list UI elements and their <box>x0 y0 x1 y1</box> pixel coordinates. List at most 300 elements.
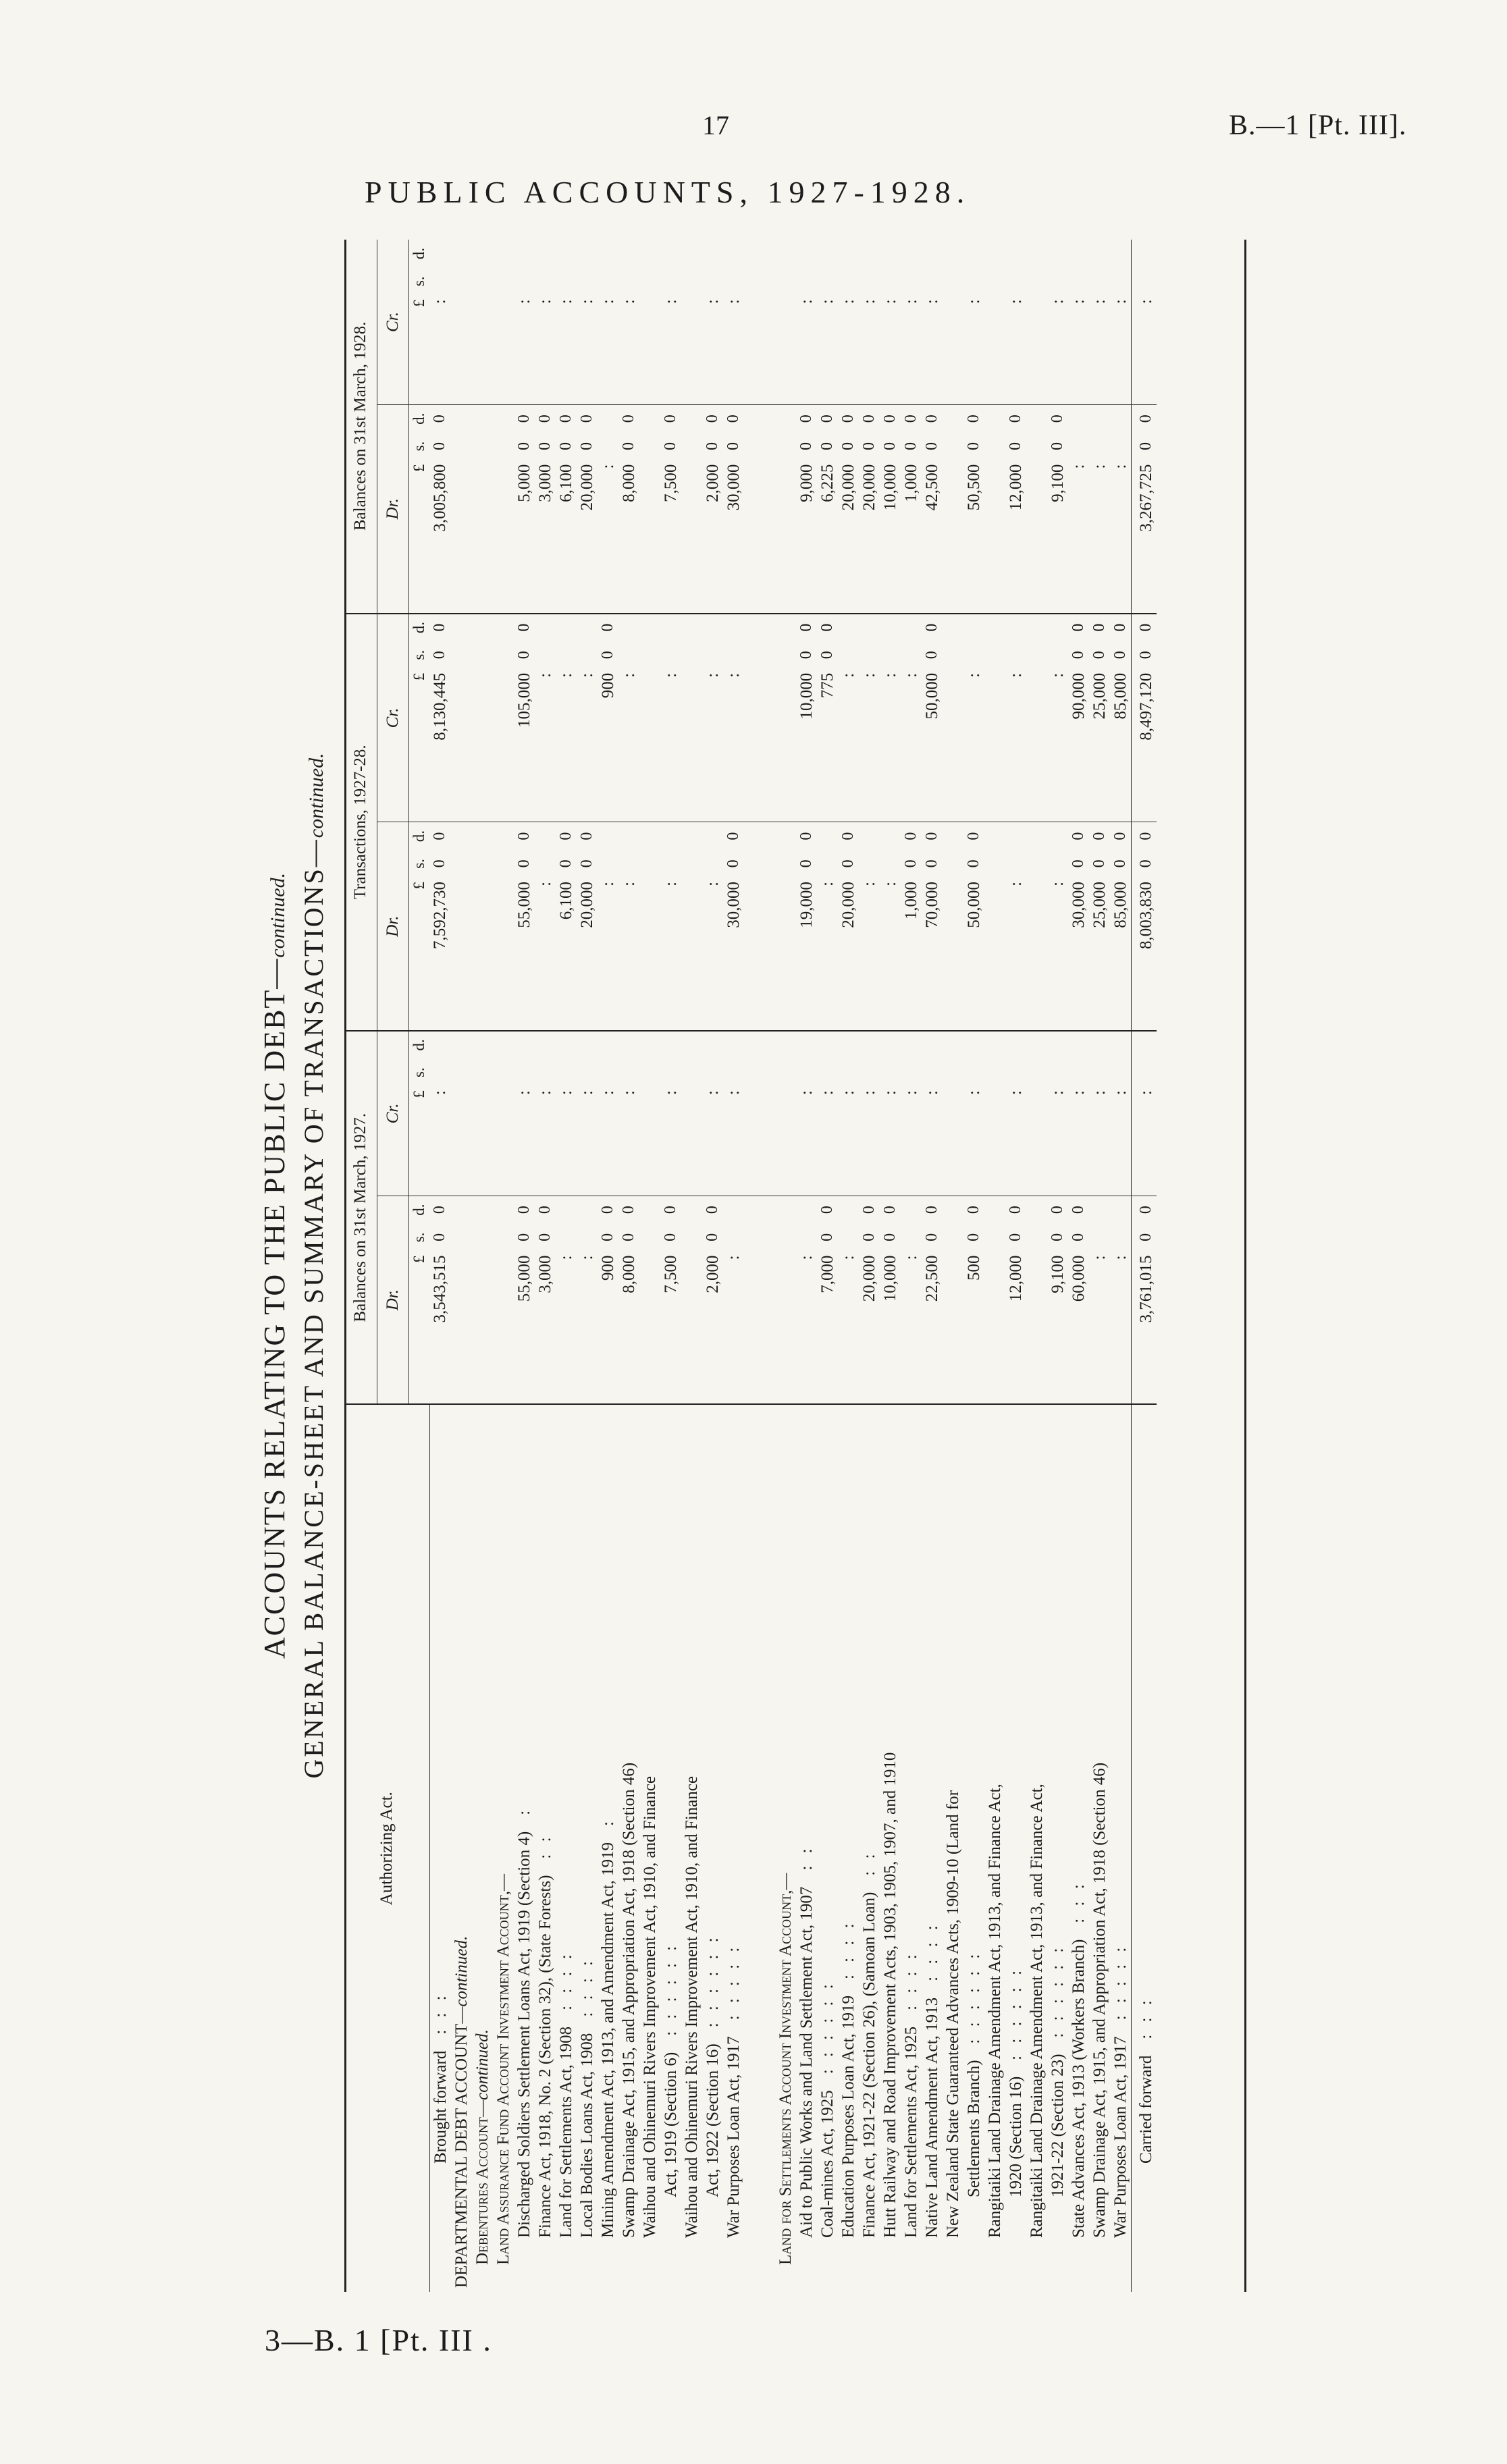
table-row <box>1026 240 1047 2292</box>
table-row <box>984 240 1005 2292</box>
trans-dr: Dr. <box>377 822 409 1031</box>
amount-cell <box>639 850 660 878</box>
amount-cell <box>472 460 493 614</box>
table-row <box>922 240 943 2292</box>
amount-cell <box>493 850 514 878</box>
amount-cell: : <box>1111 1255 1130 1260</box>
dot-leader: : : : : : : <box>964 1950 983 2044</box>
act-text: Hutt Railway and Road Improvement Acts, 1903, 1905, 1907, and 1910 <box>880 1752 899 2238</box>
amount-cell: 0 <box>535 442 554 451</box>
amount-cell: 3,543,515 <box>431 1255 450 1323</box>
amount-cell <box>1005 1031 1026 1059</box>
amount-cell: 0 <box>797 859 815 868</box>
amount-cell <box>660 267 681 295</box>
amount-cell <box>535 1031 556 1059</box>
amount-cell: 0 <box>1110 822 1132 850</box>
amount-cell: 60,000 <box>1069 1255 1088 1302</box>
amount-cell <box>943 1196 963 1223</box>
amount-cell: 7,500 <box>661 1255 680 1293</box>
act-text: 1921-22 (Section 23) <box>1048 2054 1067 2197</box>
amount-cell: : <box>577 1255 596 1260</box>
authorizing-act-cell <box>859 1404 880 2292</box>
authorizing-act-cell <box>984 1404 1005 2292</box>
amount-cell: 0 <box>1048 442 1066 451</box>
amount-cell <box>493 433 514 460</box>
amount-cell: : <box>598 299 617 304</box>
authorizing-act-cell <box>618 1404 639 2292</box>
amount-cell <box>775 295 796 404</box>
amount-cell <box>744 641 775 669</box>
amount-cell: 0 <box>1069 651 1087 660</box>
act-text: Coal-mines Act, 1925 <box>818 2090 837 2238</box>
amount-cell <box>493 1223 514 1251</box>
amount-cell: : <box>598 881 617 886</box>
amount-cell: 0 <box>963 1196 984 1223</box>
amount-cell <box>859 240 880 267</box>
amount-cell <box>451 1059 472 1086</box>
amount-cell <box>681 460 702 614</box>
act-text: Swamp Drainage Act, 1915, and Appropriation Act, 1918 (Section 46) <box>1090 1762 1109 2238</box>
table-row <box>702 240 723 2292</box>
amount-cell <box>639 240 660 267</box>
amount-cell: : <box>577 299 596 304</box>
amount-cell: 775 <box>818 672 837 699</box>
amount-cell: : <box>797 1090 816 1096</box>
authorizing-act-cell <box>963 1404 984 2292</box>
amount-cell <box>744 1086 775 1196</box>
authorizing-act-cell <box>493 1404 514 2292</box>
authorizing-act-cell <box>639 1404 660 2292</box>
amount-cell <box>681 295 702 404</box>
amount-cell <box>1089 267 1110 295</box>
amount-cell <box>451 295 472 404</box>
dot-leader: : : : : <box>922 1921 941 1981</box>
amount-cell <box>681 1059 702 1086</box>
amount-cell <box>681 1196 702 1223</box>
amount-cell <box>1026 267 1047 295</box>
amount-cell: 42,500 <box>922 464 941 511</box>
amount-cell <box>1068 267 1089 295</box>
amount-cell: 0 <box>797 442 815 451</box>
amount-cell <box>639 460 660 614</box>
amount-cell <box>451 641 472 669</box>
authorizing-act-cell <box>598 1404 618 2292</box>
amount-cell: 0 <box>901 859 920 868</box>
amount-cell: : <box>860 672 878 678</box>
amount-cell <box>838 240 859 267</box>
amount-cell <box>639 1196 660 1223</box>
amount-cell: : <box>1048 299 1067 304</box>
amount-cell <box>451 404 472 432</box>
amount-cell <box>451 1086 472 1196</box>
amount-cell <box>775 267 796 295</box>
authorizing-act-cell <box>681 1404 702 2292</box>
amount-cell <box>723 1196 744 1223</box>
amount-cell <box>472 1059 493 1086</box>
amount-cell: 3,005,800 <box>431 464 450 532</box>
table-row <box>943 240 963 2292</box>
amount-cell: 0 <box>703 1233 721 1241</box>
table-row <box>838 240 859 2292</box>
amount-cell <box>618 822 639 850</box>
amount-cell <box>984 1196 1005 1223</box>
amount-cell <box>1026 1086 1047 1196</box>
amount-cell: 0 <box>618 1196 639 1223</box>
table-title: ACCOUNTS RELATING TO THE PUBLIC DEBT—continued. <box>258 872 291 1659</box>
table-row <box>493 240 514 2292</box>
amount-cell <box>493 614 514 641</box>
amount-cell <box>963 240 984 267</box>
amount-cell <box>660 1059 681 1086</box>
amount-cell: 0 <box>429 614 451 641</box>
amount-cell: : <box>514 299 533 304</box>
amount-cell <box>1110 1059 1132 1086</box>
amount-cell <box>451 1196 472 1223</box>
amount-cell <box>472 850 493 878</box>
act-text: Act, 1919 (Section 6) <box>661 2052 680 2197</box>
amount-cell: 0 <box>1131 641 1157 669</box>
amount-cell <box>796 240 817 267</box>
amount-cell <box>796 267 817 295</box>
amount-cell <box>775 460 796 614</box>
table-row <box>1110 240 1132 2292</box>
amount-cell: 0 <box>514 614 535 641</box>
table-row <box>723 240 744 2292</box>
amount-cell <box>681 669 702 822</box>
amount-cell: 10,000 <box>797 672 816 720</box>
units-row: £ s. d. £ s. d. £ s. d. £ s. d. £ s. d. £ s. d. <box>409 240 430 2292</box>
amount-cell: 0 <box>796 822 817 850</box>
amount-cell <box>472 1223 493 1251</box>
amount-cell: : <box>964 672 983 678</box>
amount-cell: 0 <box>964 1233 982 1241</box>
amount-cell: : <box>431 299 450 304</box>
amount-cell <box>451 822 472 850</box>
amount-cell <box>639 669 660 822</box>
amount-cell: 85,000 <box>1111 672 1130 720</box>
amount-cell: 0 <box>514 651 533 660</box>
amount-cell <box>1026 1059 1047 1086</box>
dot-leader: : : : <box>431 1991 450 2035</box>
authorizing-act-cell <box>943 1404 963 2292</box>
amount-cell <box>535 240 556 267</box>
amount-cell <box>1047 822 1068 850</box>
amount-cell: 0 <box>818 1233 836 1241</box>
amount-cell <box>451 850 472 878</box>
act-text: DEPARTMENTAL DEBT ACCOUNT— <box>452 2006 471 2288</box>
amount-cell <box>1005 267 1026 295</box>
amount-cell: 0 <box>1131 433 1157 460</box>
bal1928-dr: Dr. <box>377 404 409 613</box>
amount-cell: : <box>880 672 899 678</box>
amount-cell <box>723 267 744 295</box>
amount-cell: 0 <box>598 651 616 660</box>
amount-cell <box>618 1059 639 1086</box>
amount-cell <box>493 1059 514 1086</box>
amount-cell <box>639 614 660 641</box>
amount-cell <box>1026 614 1047 641</box>
table-row <box>429 240 451 2292</box>
amount-cell: 0 <box>839 859 857 868</box>
amount-cell <box>493 1031 514 1059</box>
amount-cell: : <box>1090 1255 1109 1260</box>
amount-cell <box>1089 404 1110 432</box>
amount-cell <box>451 240 472 267</box>
amount-cell: : <box>880 299 899 304</box>
table-row <box>514 240 535 2292</box>
amount-cell <box>472 404 493 432</box>
amount-cell <box>880 240 901 267</box>
amount-cell: 0 <box>598 1233 616 1241</box>
amount-cell <box>1005 641 1026 669</box>
amount-cell: 22,500 <box>922 1255 941 1302</box>
amount-cell <box>817 267 838 295</box>
amount-cell <box>1047 1031 1068 1059</box>
authorizing-act-cell <box>1026 1404 1047 2292</box>
amount-cell <box>493 460 514 614</box>
table-row <box>744 240 775 2292</box>
authorizing-act-cell <box>1110 1404 1132 2292</box>
amount-cell: : <box>1006 672 1025 678</box>
amount-cell: 0 <box>661 442 679 451</box>
amount-cell <box>1026 1251 1047 1404</box>
amount-cell <box>723 614 744 641</box>
amount-cell: 2,000 <box>703 1255 722 1293</box>
amount-cell <box>514 1031 535 1059</box>
amount-cell: : <box>1069 1090 1088 1096</box>
amount-cell <box>817 1059 838 1086</box>
act-text: Aid to Public Works and Land Settlement Act, 1907 <box>797 1886 816 2238</box>
amount-cell <box>859 822 880 850</box>
amount-cell <box>963 641 984 669</box>
amount-cell <box>817 822 838 850</box>
amount-cell: 0 <box>431 651 449 660</box>
amount-cell <box>681 850 702 878</box>
amount-cell <box>535 614 556 641</box>
amount-cell: 0 <box>818 651 836 660</box>
amount-cell <box>744 267 775 295</box>
amount-cell: 12,000 <box>1006 464 1025 511</box>
sheet-reference: 3—B. 1 [Pt. III . <box>265 2323 492 2357</box>
amount-cell <box>963 614 984 641</box>
amount-cell: : <box>1090 1090 1109 1096</box>
amount-cell: 12,000 <box>1006 1255 1025 1302</box>
amount-cell: : <box>724 1255 743 1260</box>
act-text: Land for Settlements Account Investment Account,— <box>776 1873 795 2265</box>
amount-cell <box>618 1031 639 1059</box>
authorizing-act-cell <box>1068 1404 1089 2292</box>
amount-cell <box>880 1059 901 1086</box>
amount-cell <box>943 1251 963 1404</box>
amount-cell <box>984 460 1005 614</box>
amount-cell <box>1110 1031 1132 1059</box>
amount-cell: 50,000 <box>922 672 941 720</box>
amount-cell <box>702 1031 723 1059</box>
amount-cell <box>1110 1223 1132 1251</box>
amount-cell: 0 <box>429 1196 451 1223</box>
amount-cell <box>451 460 472 614</box>
amount-cell <box>880 641 901 669</box>
amount-cell: 9,100 <box>1048 464 1067 502</box>
amount-cell: 0 <box>577 404 598 432</box>
amount-cell <box>1026 460 1047 614</box>
amount-cell <box>817 850 838 878</box>
amount-cell <box>1131 267 1157 295</box>
amount-cell <box>1110 267 1132 295</box>
amount-cell <box>598 822 618 850</box>
amount-cell: 9,000 <box>797 464 816 502</box>
amount-cell: : <box>535 1090 554 1096</box>
amount-cell <box>984 295 1005 404</box>
amount-cell: 0 <box>1006 442 1024 451</box>
amount-cell <box>880 822 901 850</box>
amount-cell <box>598 1059 618 1086</box>
amount-cell <box>1005 850 1026 878</box>
amount-cell: 0 <box>535 1233 554 1241</box>
amount-cell: : <box>818 881 837 886</box>
amount-cell: : <box>880 1090 899 1096</box>
amount-cell <box>1047 240 1068 267</box>
amount-cell <box>472 641 493 669</box>
amount-cell <box>577 1196 598 1223</box>
act-text: Discharged Soldiers Settlement Loans Act, 1919 (Section 4) <box>514 1831 533 2238</box>
amount-cell: : <box>431 1090 450 1096</box>
total-row <box>1131 240 1157 2292</box>
amount-cell: 0 <box>429 822 451 850</box>
authorizing-act-cell <box>577 1404 598 2292</box>
balance-sheet-table <box>344 240 1157 2292</box>
amount-cell: 0 <box>901 404 922 432</box>
amount-cell <box>472 614 493 641</box>
amount-cell <box>859 1031 880 1059</box>
amount-cell: 0 <box>963 404 984 432</box>
act-text: Land Assurance Fund Account Investment Account,— <box>494 1873 512 2265</box>
amount-cell: : <box>703 299 722 304</box>
amount-cell <box>451 1031 472 1059</box>
amount-cell <box>514 267 535 295</box>
amount-cell: : <box>1069 299 1088 304</box>
amount-cell: 0 <box>1069 1233 1087 1241</box>
amount-cell <box>984 822 1005 850</box>
amount-cell: : <box>1090 299 1109 304</box>
amount-cell <box>535 1059 556 1086</box>
amount-cell <box>1026 669 1047 822</box>
amount-cell <box>723 240 744 267</box>
table-row <box>859 240 880 2292</box>
amount-cell <box>702 1059 723 1086</box>
amount-cell <box>1131 1031 1157 1059</box>
amount-cell: 7,592,730 <box>431 881 450 949</box>
authorizing-act-cell <box>1131 1404 1157 2292</box>
authorizing-act-cell <box>796 1404 817 2292</box>
amount-cell: 0 <box>859 1196 880 1223</box>
amount-cell <box>796 1196 817 1223</box>
amount-cell <box>1005 614 1026 641</box>
amount-cell <box>429 1031 451 1059</box>
table-row <box>775 240 796 2292</box>
amount-cell: 0 <box>839 442 857 451</box>
trans-cr: Cr. <box>377 614 409 822</box>
amount-cell: 20,000 <box>860 464 878 511</box>
amount-cell <box>598 240 618 267</box>
authorizing-act-cell <box>702 1404 723 2292</box>
amount-cell <box>984 1251 1005 1404</box>
amount-cell <box>681 1086 702 1196</box>
amount-cell <box>556 614 577 641</box>
amount-cell <box>775 878 796 1031</box>
amount-cell <box>681 267 702 295</box>
amount-cell: 0 <box>964 859 982 868</box>
amount-cell <box>943 267 963 295</box>
amount-cell <box>577 1223 598 1251</box>
amount-cell <box>556 240 577 267</box>
amount-cell <box>1068 1031 1089 1059</box>
amount-cell <box>796 1223 817 1251</box>
amount-cell <box>598 404 618 432</box>
amount-cell: : <box>556 672 575 678</box>
amount-cell <box>1047 267 1068 295</box>
act-text: Finance Act, 1921-22 (Section 26), (Samoan Loan) <box>860 1892 878 2238</box>
amount-cell: 0 <box>514 442 533 451</box>
amount-cell: 0 <box>1069 859 1087 868</box>
amount-cell: 0 <box>963 822 984 850</box>
amount-cell <box>1026 822 1047 850</box>
amount-cell: : <box>922 299 941 304</box>
amount-cell: 8,000 <box>619 1255 638 1293</box>
amount-cell: : <box>1006 1090 1025 1096</box>
amount-cell <box>556 1196 577 1223</box>
table-row <box>639 240 660 2292</box>
amount-cell <box>901 1223 922 1251</box>
amount-cell: 0 <box>1131 822 1157 850</box>
amount-cell <box>1089 1031 1110 1059</box>
amount-cell: : <box>535 881 554 886</box>
amount-cell <box>1110 404 1132 432</box>
amount-cell <box>493 878 514 1031</box>
amount-cell <box>984 614 1005 641</box>
dot-leader: : : <box>797 1844 816 1871</box>
amount-cell <box>639 878 660 1031</box>
amount-cell <box>859 641 880 669</box>
amount-cell <box>556 1059 577 1086</box>
amount-cell: : <box>839 1090 857 1096</box>
amount-cell: 70,000 <box>922 881 941 928</box>
amount-cell <box>1131 240 1157 267</box>
act-text: Act, 1922 (Section 16) <box>703 2043 722 2197</box>
amount-cell: : <box>703 881 722 886</box>
amount-cell: : <box>514 1090 533 1096</box>
amount-cell <box>943 433 963 460</box>
amount-cell: 0 <box>922 614 943 641</box>
amount-cell <box>880 1031 901 1059</box>
amount-cell: 0 <box>431 442 449 451</box>
rotated-balance-sheet <box>253 240 1246 2292</box>
amount-cell <box>838 1196 859 1223</box>
dot-leader: : : : : : : <box>703 1933 722 2028</box>
amount-cell <box>1068 1059 1089 1086</box>
amount-cell <box>796 1031 817 1059</box>
amount-cell: : <box>556 299 575 304</box>
amount-cell: 85,000 <box>1111 881 1130 928</box>
amount-cell <box>1110 1196 1132 1223</box>
dot-leader: : : : : <box>577 1957 596 2017</box>
amount-cell: 0 <box>556 442 575 451</box>
amount-cell: 30,000 <box>1069 881 1088 928</box>
amount-cell <box>744 295 775 404</box>
amount-cell <box>838 641 859 669</box>
amount-cell: 0 <box>1131 1223 1157 1251</box>
amount-cell <box>775 641 796 669</box>
